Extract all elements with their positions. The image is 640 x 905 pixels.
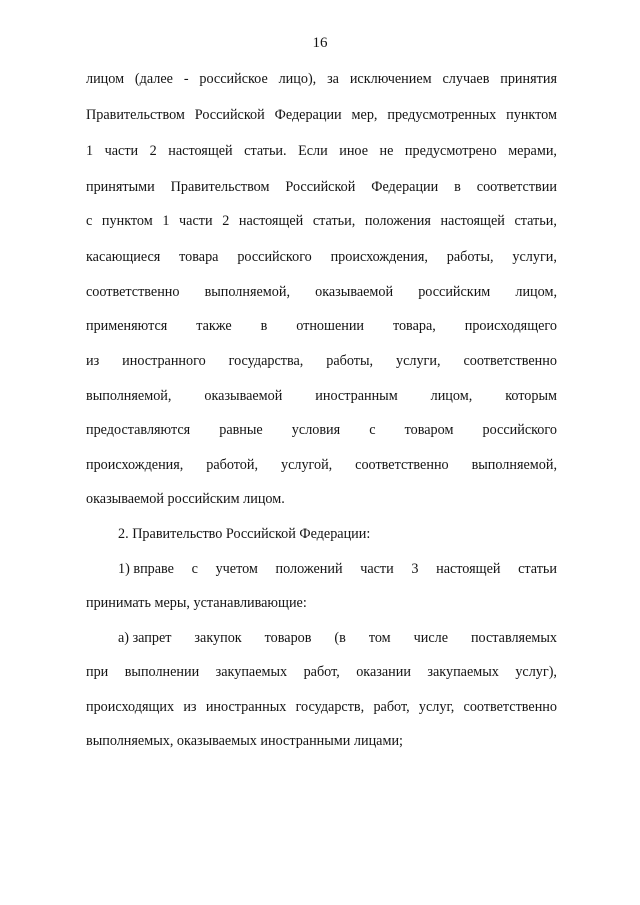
word: применяются (86, 318, 168, 334)
text-line (86, 317, 557, 335)
word: (далее (134, 71, 173, 87)
word: товаром (404, 422, 454, 438)
word: 1) вправе (118, 561, 174, 577)
word: услуги, (395, 353, 441, 369)
word: (в (334, 630, 346, 646)
word: принятия (500, 71, 557, 87)
word: закупаемых (427, 664, 499, 680)
word: оказании (356, 664, 411, 680)
text-line (86, 352, 557, 370)
word: Российской (285, 179, 356, 195)
word: равные (219, 422, 263, 438)
word: мерами, (508, 143, 557, 159)
word: услуг), (515, 664, 557, 680)
word: 3 (411, 561, 419, 577)
word: положений (275, 561, 343, 577)
word: настоящей (168, 143, 233, 159)
text-line (118, 560, 557, 578)
word: 2 (222, 213, 230, 229)
word: статьи (518, 561, 557, 577)
word: статьи, (312, 213, 356, 229)
word: - (183, 71, 189, 87)
word: Правительством (86, 107, 185, 123)
word: части (104, 143, 139, 159)
word: поставляемых (470, 630, 557, 646)
word: происходящих (86, 699, 175, 715)
word: лицом, (430, 388, 473, 404)
word: 2 (149, 143, 157, 159)
text-line (86, 212, 557, 230)
word: выполняемой, (204, 284, 291, 300)
word: предусмотренных (387, 107, 497, 123)
word: в (260, 318, 268, 334)
word: работ, (373, 699, 410, 715)
text-line (86, 178, 557, 196)
text-line (86, 70, 557, 88)
word: выполняемой, (471, 457, 557, 473)
word: пунктом (101, 213, 153, 229)
word: за (327, 71, 339, 87)
word: из (183, 699, 197, 715)
word: происхождения, (330, 249, 428, 265)
word: выполнении (124, 664, 200, 680)
text-line (86, 698, 557, 716)
word: закупок (194, 630, 242, 646)
word: соответственно (463, 699, 557, 715)
paragraph-heading: 2. Правительство Российской Федерации: (118, 526, 371, 542)
word: также (196, 318, 232, 334)
word: случаев (442, 71, 490, 87)
word: условия (291, 422, 341, 438)
word: касающиеся (86, 249, 161, 265)
word: Федерации (274, 107, 342, 123)
text-line (86, 421, 557, 439)
text-line: выполняемых, оказываемых иностранными лицами; (86, 733, 403, 749)
text-line: принимать меры, устанавливающие: (86, 595, 307, 611)
word: мер, (351, 107, 378, 123)
word: оказываемой (204, 388, 283, 404)
word: выполняемой, (86, 388, 172, 404)
text-line (86, 283, 557, 301)
word: статьи, (514, 213, 557, 229)
word: государства, (228, 353, 304, 369)
text-line (86, 456, 557, 474)
text-line (86, 142, 557, 160)
word: с (191, 561, 198, 577)
word: в (454, 179, 461, 195)
word: товаров (264, 630, 312, 646)
text-line (118, 629, 557, 647)
word: положения (364, 213, 431, 229)
word: оказываемой (315, 284, 394, 300)
word: иностранным (315, 388, 398, 404)
word: работы, (326, 353, 374, 369)
word: соответствии (476, 179, 557, 195)
word: соответственно (463, 353, 557, 369)
word: отношении (296, 318, 365, 334)
word: происхождения, (86, 457, 184, 473)
word: лицом (86, 71, 125, 87)
word: работ, (303, 664, 340, 680)
word: услуг, (418, 699, 455, 715)
word: работой, (206, 457, 259, 473)
word: при (86, 664, 109, 680)
word: услугой, (280, 457, 333, 473)
word: настоящей (238, 213, 304, 229)
word: числе (413, 630, 448, 646)
word: лицо), (278, 71, 317, 87)
word: части (360, 561, 394, 577)
word: предусмотрено (404, 143, 497, 159)
word: с (86, 213, 93, 229)
word: статьи. (244, 143, 287, 159)
page-number: 16 (312, 35, 328, 51)
word: товара (179, 249, 219, 265)
word: предоставляются (86, 422, 191, 438)
word: товара, (392, 318, 436, 334)
text-line: оказываемой российским лицом. (86, 491, 285, 507)
word: пунктом (506, 107, 557, 123)
text-line (86, 663, 557, 681)
word: Правительством (170, 179, 270, 195)
word: лицом, (515, 284, 557, 300)
word: работы, (446, 249, 494, 265)
word: иностранных (205, 699, 287, 715)
word: учетом (215, 561, 258, 577)
word: 1 (86, 143, 94, 159)
word: настоящей (440, 213, 505, 229)
word: российским (418, 284, 491, 300)
word: настоящей (436, 561, 501, 577)
word: российское (199, 71, 268, 87)
word: принятыми (86, 179, 155, 195)
word: государств, (295, 699, 365, 715)
word: том (368, 630, 391, 646)
word: Федерации (371, 179, 439, 195)
word: не (379, 143, 394, 159)
word: происходящего (464, 318, 557, 334)
text-line (86, 106, 557, 124)
word: которым (505, 388, 557, 404)
word: части (179, 213, 213, 229)
word: Российской (194, 107, 265, 123)
word: Если (298, 143, 328, 159)
text-line (86, 248, 557, 266)
word: закупаемых (215, 664, 288, 680)
word: соответственно (355, 457, 449, 473)
word: а) запрет (118, 630, 172, 646)
word: российского (237, 249, 312, 265)
text-line (86, 387, 557, 405)
word: из (86, 353, 100, 369)
word: соответственно (86, 284, 180, 300)
word: услуги, (512, 249, 557, 265)
word: иное (339, 143, 368, 159)
word: с (369, 422, 376, 438)
word: иностранного (122, 353, 206, 369)
word: 1 (162, 213, 170, 229)
word: исключением (349, 71, 432, 87)
word: российского (482, 422, 557, 438)
